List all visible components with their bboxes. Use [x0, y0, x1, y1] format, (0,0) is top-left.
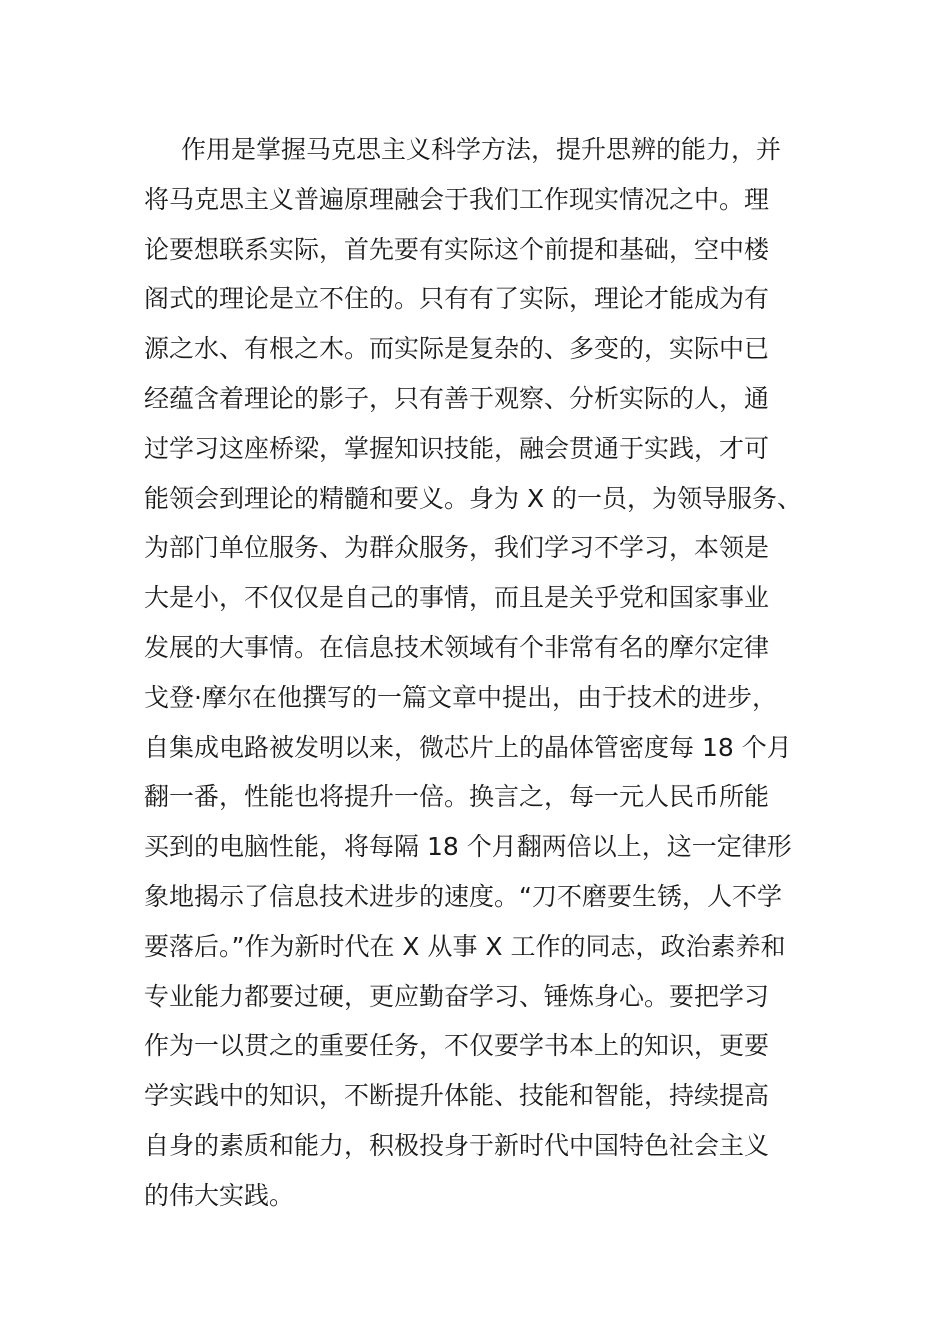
paragraph-line: 戈登·摩尔在他撰写的一篇文章中提出，由于技术的进步，: [144, 682, 777, 712]
paragraph-line: 为部门单位服务、为群众服务，我们学习不学习，本领是: [144, 533, 770, 563]
paragraph-line: 经蕴含着理论的影子，只有善于观察、分析实际的人，通: [144, 383, 770, 413]
paragraph-line: 作用是掌握马克思主义科学方法，提升思辨的能力，并: [181, 135, 782, 164]
paragraph-line: 要落后。”作为新时代在 X 从事 X 工作的同志，政治素养和: [144, 931, 786, 961]
paragraph-line: 的伟大实践。: [144, 1180, 295, 1210]
paragraph-line: 作为一以贯之的重要任务，不仅要学书本上的知识，更要: [144, 1031, 770, 1061]
paragraph-line: 能领会到理论的精髓和要义。身为 X 的一员，为领导服务、: [144, 483, 803, 513]
paragraph-line: 阁式的理论是立不住的。只有有了实际，理论才能成为有: [144, 284, 770, 314]
paragraph-line: 自集成电路被发明以来，微芯片上的晶体管密度每 18 个月: [144, 732, 792, 762]
body-paragraph: [144, 125, 844, 1221]
paragraph-line: 买到的电脑性能，将每隔 18 个月翻两倍以上，这一定律形: [144, 832, 792, 862]
paragraph-line: 学实践中的知识，不断提升体能、技能和智能，持续提高: [144, 1081, 770, 1111]
paragraph-line: 源之水、有根之木。而实际是复杂的、多变的，实际中已: [144, 334, 770, 364]
paragraph-line: 自身的素质和能力，积极投身于新时代中国特色社会主义: [144, 1130, 770, 1160]
paragraph-line: 发展的大事情。在信息技术领域有个非常有名的摩尔定律: [144, 632, 770, 662]
paragraph-line: 大是小，不仅仅是自己的事情，而且是关乎党和国家事业: [144, 583, 770, 613]
paragraph-line: 将马克思主义普遍原理融会于我们工作现实情况之中。理: [144, 184, 770, 214]
paragraph-line: 过学习这座桥梁，掌握知识技能，融会贯通于实践，才可: [144, 433, 770, 463]
paragraph-line: 论要想联系实际，首先要有实际这个前提和基础，空中楼: [144, 234, 770, 264]
paragraph-line: 翻一番，性能也将提升一倍。换言之，每一元人民币所能: [144, 782, 770, 812]
paragraph-line: 专业能力都要过硬，更应勤奋学习、锤炼身心。要把学习: [144, 981, 770, 1011]
paragraph-line: 象地揭示了信息技术进步的速度。“刀不磨要生锈，人不学: [144, 881, 782, 911]
